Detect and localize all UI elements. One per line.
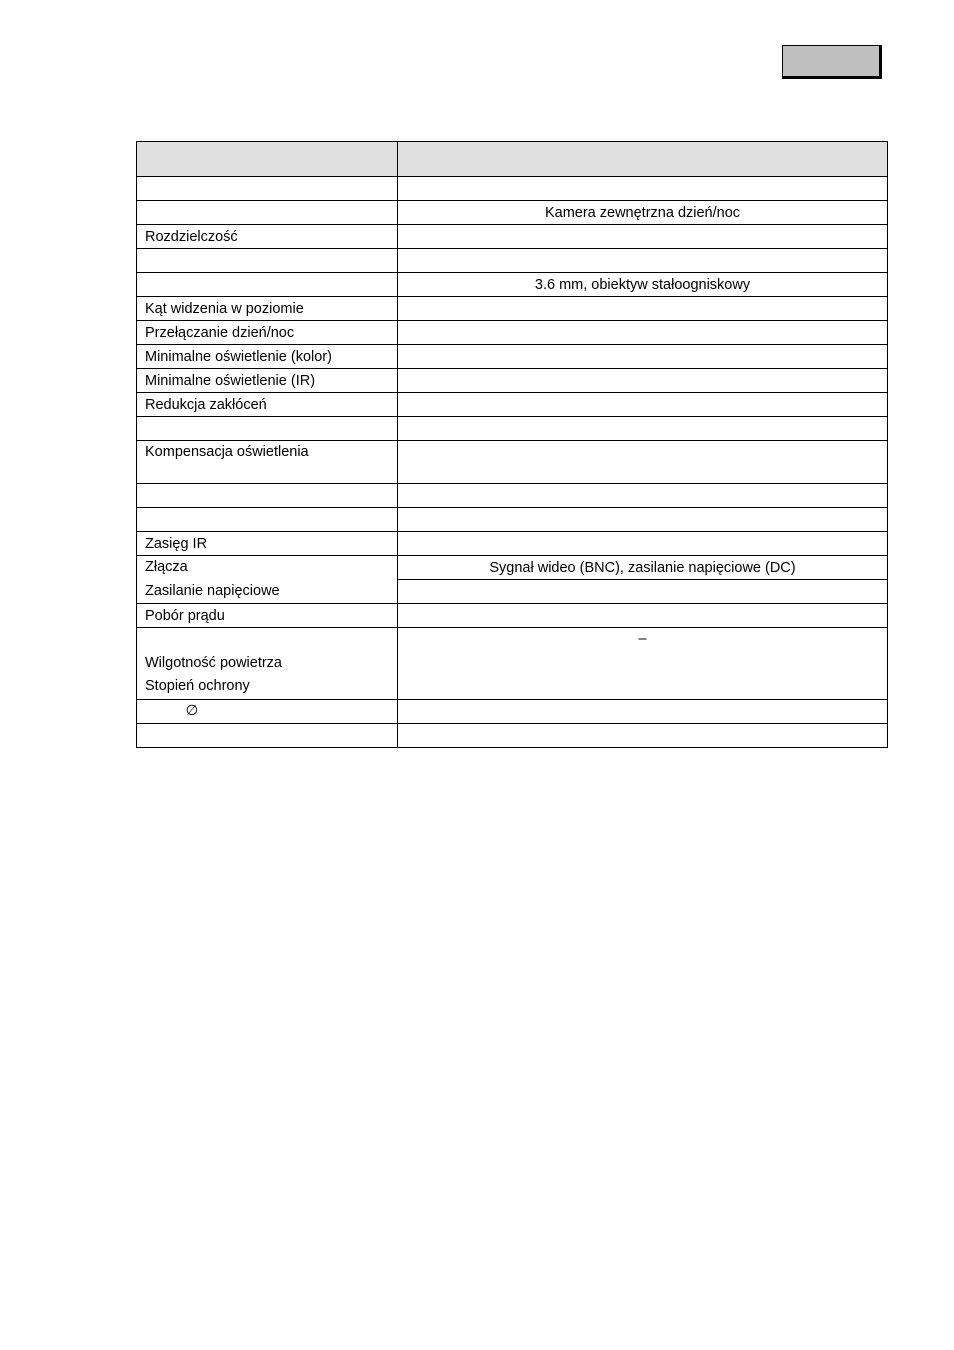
table-row bbox=[137, 321, 888, 345]
row-value bbox=[398, 532, 888, 556]
environment-label-cell bbox=[137, 628, 398, 700]
table-row bbox=[137, 484, 888, 508]
row-value bbox=[398, 441, 888, 484]
language-tab bbox=[782, 45, 882, 79]
row-label bbox=[137, 508, 398, 532]
row-value bbox=[398, 393, 888, 417]
row-label bbox=[137, 484, 398, 508]
power-supply-value bbox=[398, 580, 888, 604]
humidity-label: Wilgotność powietrza bbox=[145, 654, 282, 671]
row-value bbox=[398, 177, 888, 201]
table-row bbox=[137, 297, 888, 321]
environment-value-1: – bbox=[638, 631, 647, 647]
row-value bbox=[398, 484, 888, 508]
table-row bbox=[137, 441, 888, 484]
row-value bbox=[398, 508, 888, 532]
row-label: Redukcja zakłóceń bbox=[137, 393, 398, 417]
row-value: Kamera zewnętrzna dzień/noc bbox=[398, 201, 888, 225]
protection-class-label: Stopień ochrony bbox=[145, 678, 250, 694]
table-row bbox=[137, 532, 888, 556]
row-value bbox=[398, 297, 888, 321]
dimensions-value bbox=[398, 699, 888, 723]
environment-label-1 bbox=[137, 628, 397, 652]
row-value: 3.6 mm, obiektyw stałoogniskowy bbox=[398, 273, 888, 297]
power-consumption-label: Pobór prądu bbox=[137, 604, 398, 628]
row-value bbox=[398, 723, 888, 747]
table-row-power-consumption bbox=[137, 604, 888, 628]
table-row bbox=[137, 225, 888, 249]
row-label bbox=[137, 177, 398, 201]
power-supply-label: Zasilanie napięciowe bbox=[145, 582, 280, 599]
connectors-label-cell bbox=[137, 556, 398, 604]
row-value bbox=[398, 249, 888, 273]
diameter-symbol: ∅ bbox=[137, 699, 398, 723]
power-consumption-value bbox=[398, 604, 888, 628]
table-row bbox=[137, 393, 888, 417]
column-header-value bbox=[398, 142, 888, 177]
table-row-environment bbox=[137, 628, 888, 700]
table-row-connectors bbox=[137, 556, 888, 580]
row-label bbox=[137, 201, 398, 225]
row-value bbox=[398, 225, 888, 249]
table-row-dimensions bbox=[137, 699, 888, 723]
row-value bbox=[398, 417, 888, 441]
table-row bbox=[137, 508, 888, 532]
row-label bbox=[137, 273, 398, 297]
row-value bbox=[398, 345, 888, 369]
row-label bbox=[137, 723, 398, 747]
connectors-value: Sygnał wideo (BNC), zasilanie napięciowe (DC) bbox=[398, 556, 888, 580]
table-row bbox=[137, 273, 888, 297]
row-label: Minimalne oświetlenie (kolor) bbox=[137, 345, 398, 369]
row-label: Kompensacja oświetlenia bbox=[137, 441, 398, 484]
connectors-label: Złącza bbox=[145, 559, 188, 575]
table-row bbox=[137, 723, 888, 747]
spec-table bbox=[136, 141, 888, 748]
table-row bbox=[137, 249, 888, 273]
row-label bbox=[137, 249, 398, 273]
table-header-row bbox=[137, 142, 888, 177]
environment-value-cell bbox=[398, 628, 888, 700]
row-label: Kąt widzenia w poziomie bbox=[137, 297, 398, 321]
table-row bbox=[137, 201, 888, 225]
row-value bbox=[398, 321, 888, 345]
table-row bbox=[137, 417, 888, 441]
row-label: Zasięg IR bbox=[137, 532, 398, 556]
table-row bbox=[137, 177, 888, 201]
row-label: Minimalne oświetlenie (IR) bbox=[137, 369, 398, 393]
table-row bbox=[137, 345, 888, 369]
table-row bbox=[137, 369, 888, 393]
row-value bbox=[398, 369, 888, 393]
row-label: Przełączanie dzień/noc bbox=[137, 321, 398, 345]
row-label bbox=[137, 417, 398, 441]
row-label: Rozdzielczość bbox=[137, 225, 398, 249]
column-header-parameter bbox=[137, 142, 398, 177]
